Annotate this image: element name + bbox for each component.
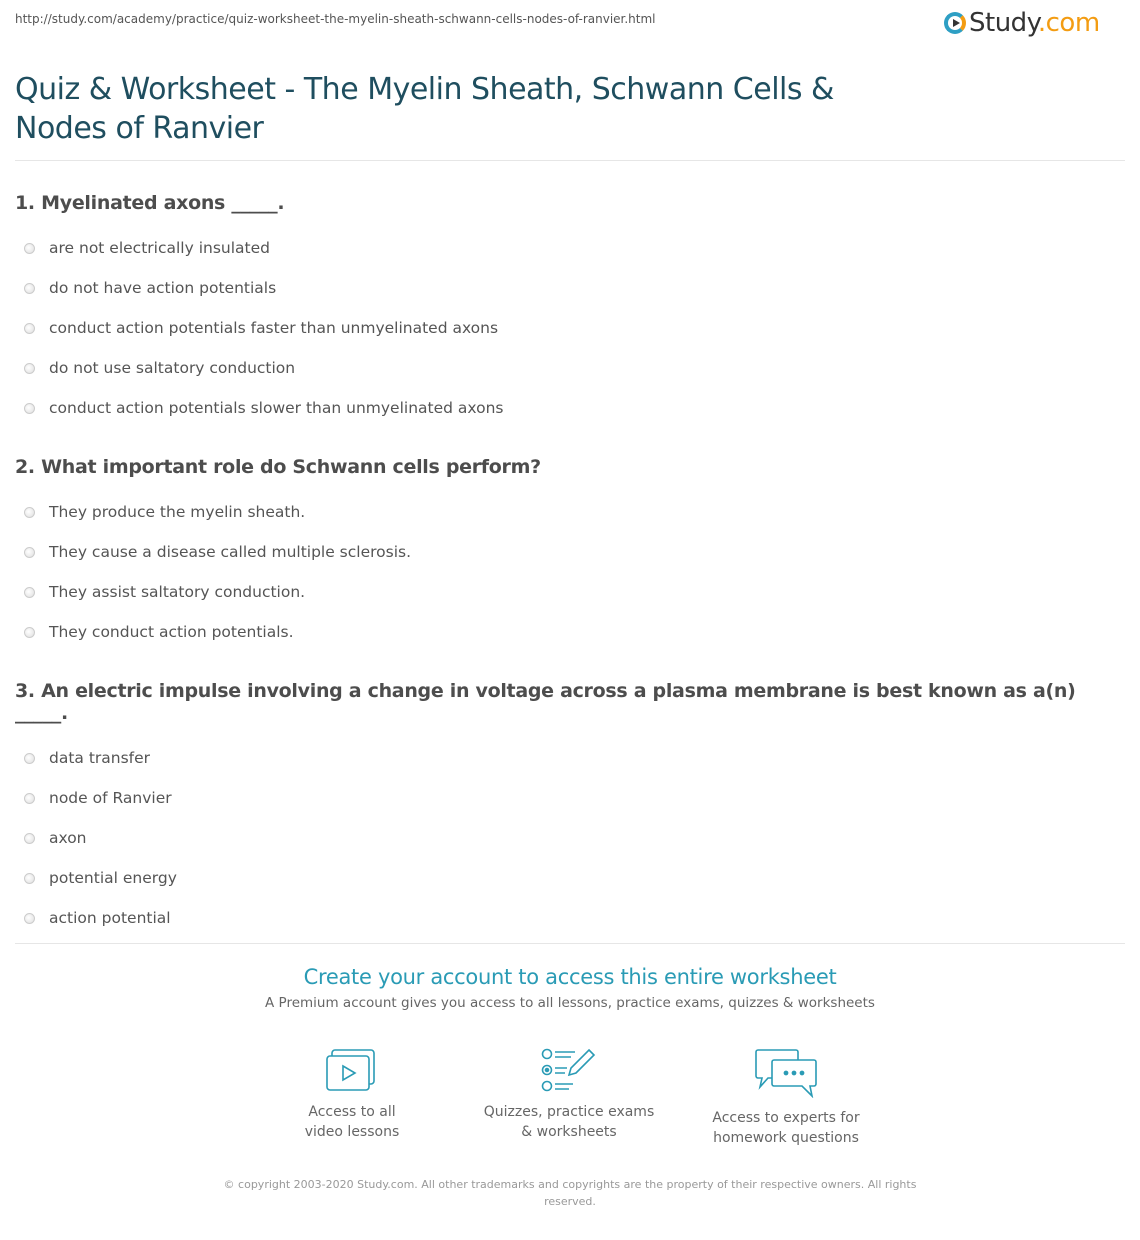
radio-icon[interactable] bbox=[24, 753, 35, 764]
copyright: © copyright 2003-2020 Study.com. All other trademarks and copyrights are the property of their respective owners. All rights reserved. bbox=[223, 1178, 917, 1208]
feature-line: & worksheets bbox=[521, 1124, 617, 1140]
study-logo[interactable] bbox=[944, 8, 1100, 38]
answer-label: They assist saltatory conduction. bbox=[49, 583, 306, 601]
answer-option[interactable] bbox=[15, 308, 1125, 348]
answer-label: data transfer bbox=[49, 749, 151, 767]
feature-line: Quizzes, practice exams bbox=[483, 1104, 655, 1120]
radio-icon[interactable] bbox=[24, 283, 35, 294]
answer-label: axon bbox=[49, 829, 87, 847]
radio-icon[interactable] bbox=[24, 913, 35, 924]
question-2 bbox=[15, 456, 1125, 652]
answer-option[interactable] bbox=[15, 348, 1125, 388]
question-text: 3. An electric impulse involving a change in voltage across a plasma membrane is best known as a(n) _____. bbox=[15, 680, 1076, 724]
feature-experts bbox=[686, 1048, 886, 1148]
page-title: Quiz & Worksheet - The Myelin Sheath, Schwann Cells & Nodes of Ranvier bbox=[15, 72, 834, 146]
question-text: 1. Myelinated axons _____. bbox=[15, 192, 285, 214]
question-text: 2. What important role do Schwann cells perform? bbox=[15, 456, 541, 478]
question-1 bbox=[15, 192, 1125, 428]
answer-option[interactable] bbox=[15, 228, 1125, 268]
radio-icon[interactable] bbox=[24, 873, 35, 884]
feature-quizzes bbox=[469, 1048, 669, 1142]
logo-name: Study bbox=[969, 8, 1038, 38]
feature-line: Access to experts for bbox=[712, 1110, 860, 1126]
radio-icon[interactable] bbox=[24, 323, 35, 334]
answer-label: node of Ranvier bbox=[49, 789, 172, 807]
answer-option[interactable] bbox=[15, 818, 1125, 858]
logo-tld: .com bbox=[1037, 8, 1100, 38]
answer-label: action potential bbox=[49, 909, 171, 927]
feature-line: video lessons bbox=[304, 1124, 400, 1140]
radio-icon[interactable] bbox=[24, 793, 35, 804]
radio-icon[interactable] bbox=[24, 587, 35, 598]
answer-option[interactable] bbox=[15, 388, 1125, 428]
answer-option[interactable] bbox=[15, 612, 1125, 652]
answer-label: are not electrically insulated bbox=[49, 239, 270, 257]
radio-icon[interactable] bbox=[24, 627, 35, 638]
page-url: http://study.com/academy/practice/quiz-worksheet-the-myelin-sheath-schwann-cells-nodes-of-ranvier.html bbox=[15, 12, 656, 26]
answer-label: conduct action potentials slower than unmyelinated axons bbox=[49, 399, 504, 417]
radio-icon[interactable] bbox=[24, 833, 35, 844]
radio-icon[interactable] bbox=[24, 243, 35, 254]
answer-label: do not use saltatory conduction bbox=[49, 359, 296, 377]
answer-label: They cause a disease called multiple sclerosis. bbox=[49, 543, 412, 561]
answer-option[interactable] bbox=[15, 858, 1125, 898]
answer-option[interactable] bbox=[15, 492, 1125, 532]
answer-label: potential energy bbox=[49, 869, 177, 887]
radio-icon[interactable] bbox=[24, 363, 35, 374]
question-3 bbox=[15, 680, 1125, 938]
quiz-icon bbox=[541, 1048, 597, 1092]
radio-icon[interactable] bbox=[24, 403, 35, 414]
answer-option[interactable] bbox=[15, 738, 1125, 778]
radio-icon[interactable] bbox=[24, 547, 35, 558]
answer-option[interactable] bbox=[15, 898, 1125, 938]
divider bbox=[15, 160, 1125, 161]
answer-label: They produce the myelin sheath. bbox=[49, 503, 306, 521]
feature-line: homework questions bbox=[713, 1130, 859, 1146]
answer-option[interactable] bbox=[15, 268, 1125, 308]
cta-title[interactable]: Create your account to access this entire worksheet bbox=[303, 965, 837, 989]
cta-section bbox=[0, 965, 1140, 1011]
video-lessons-icon bbox=[326, 1048, 378, 1092]
answer-label: conduct action potentials faster than unmyelinated axons bbox=[49, 319, 499, 337]
feature-video-lessons bbox=[252, 1048, 452, 1142]
play-logo-icon bbox=[944, 12, 966, 34]
answer-option[interactable] bbox=[15, 572, 1125, 612]
answer-option[interactable] bbox=[15, 532, 1125, 572]
divider bbox=[15, 943, 1125, 944]
answer-label: do not have action potentials bbox=[49, 279, 277, 297]
answer-option[interactable] bbox=[15, 778, 1125, 818]
cta-subtitle: A Premium account gives you access to all lessons, practice exams, quizzes & worksheets bbox=[265, 995, 875, 1011]
chat-icon bbox=[754, 1048, 818, 1098]
feature-line: Access to all bbox=[308, 1104, 396, 1120]
radio-icon[interactable] bbox=[24, 507, 35, 518]
answer-label: They conduct action potentials. bbox=[49, 623, 294, 641]
